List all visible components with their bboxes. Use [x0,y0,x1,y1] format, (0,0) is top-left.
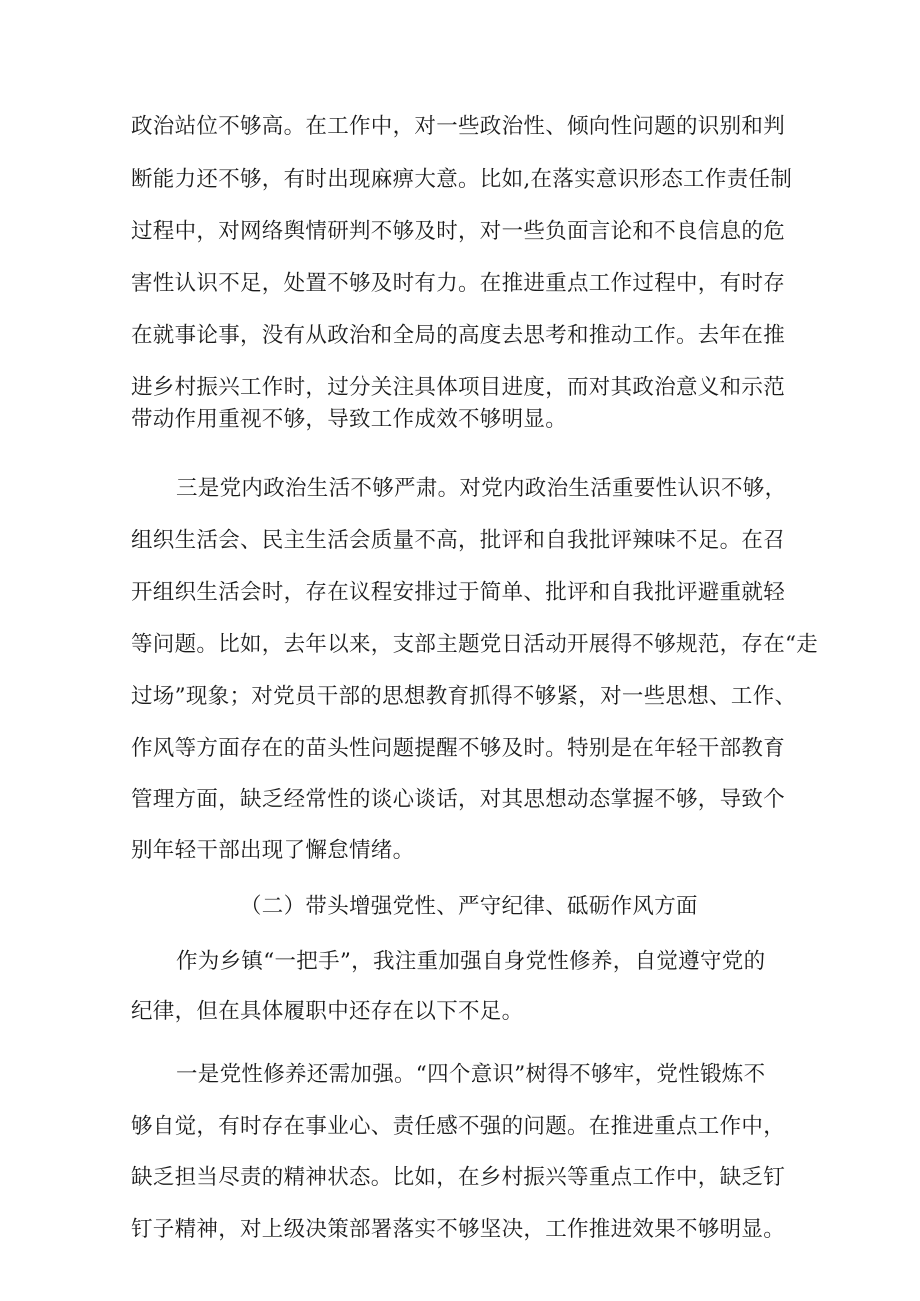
text-line: 一是党性修养还需加强。“四个意识”树得不够牢，党性锻炼不 [176,1062,766,1087]
text-line: 在就事论事，没有从政治和全局的高度去思考和推动工作。去年在推 [131,323,786,348]
text-line: 政治站位不够高。在工作中，对一些政治性、倾向性问题的识别和判 [131,114,786,139]
text-line: 害性认识不足，处置不够及时有力。在推进重点工作过程中，有时存 [131,271,786,296]
text-line: 钉子精神，对上级决策部署落实不够坚决，工作推进效果不够明显。 [131,1217,786,1242]
text-line: 管理方面，缺乏经常性的谈心谈话，对其思想动态掌握不够，导致个 [131,787,786,812]
text-line: 组织生活会、民主生活会质量不高，批评和自我批评辣味不足。在召 [131,528,786,553]
text-line: 带动作用重视不够，导致工作成效不够明显。 [131,407,568,432]
text-line: 过程中，对网络舆情研判不够及时，对一些负面言论和不良信息的危 [131,219,786,244]
text-line: 够自觉，有时存在事业心、责任感不强的问题。在推进重点工作中， [131,1114,786,1139]
text-line: 纪律，但在具体履职中还存在以下不足。 [131,999,524,1024]
text-line: 开组织生活会时，存在议程安排过于简单、批评和自我批评避重就轻 [131,580,786,605]
text-line: 缺乏担当尽责的精神状态。比如，在乡村振兴等重点工作中，缺乏钉 [131,1165,786,1190]
text-line: 断能力还不够，有时出现麻痹大意。比如,在落实意识形态工作责任制 [131,167,793,192]
section-heading: （二）带头增强党性、严守纪律、砥砺作风方面 [240,894,698,919]
text-line: 等问题。比如，去年以来，支部主题党日活动开展得不够规范，存在“走 [131,632,819,657]
text-line: 作风等方面存在的苗头性问题提醒不够及时。特别是在年轻干部教育 [131,736,786,761]
text-line: 进乡村振兴工作时，过分关注具体项目进度，而对其政治意义和示范 [131,375,786,400]
text-line: 过场”现象；对党员干部的思想教育抓得不够紧，对一些思想、工作、 [131,684,797,709]
text-line: 三是党内政治生活不够严肃。对党内政治生活重要性认识不够， [176,476,787,501]
text-line: 作为乡镇“一把手”，我注重加强自身党性修养，自觉遵守党的 [176,949,766,974]
text-line: 别年轻干部出现了懈怠情绪。 [131,838,415,863]
